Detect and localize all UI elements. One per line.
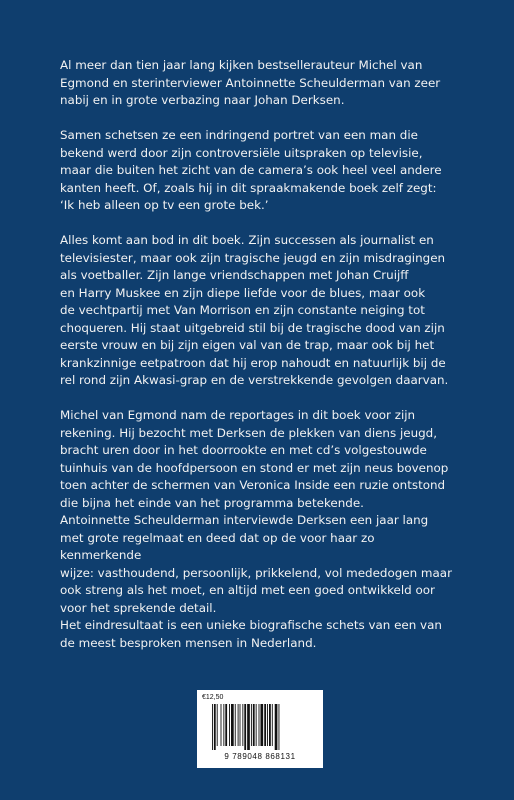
barcode-bar: [269, 704, 271, 746]
isbn-number: 9 789048 868131: [224, 752, 296, 761]
price-label: €12,50: [202, 694, 224, 701]
barcode-bar: [259, 704, 260, 746]
barcode-bar: [279, 704, 280, 750]
paragraph-topics: Alles komt aan bod in dit boek. Zijn successen als journalist en televisiester, maar ook zijn tragische jeugd en zijn misdragingen als voetballer. Zijn lange vriendschappen met Johan Cruijff en Harry Muskee en zijn diepe liefde voor de blues, maar ook de vechtpartij met Van Morrison en zijn constante neiging tot choqueren. Hij staat uitgebreid stil bij de tragische dood van zijn eerste vrouw en bij zijn eigen val van de trap, maar ook bij het krankzinnige eetpatroon dat hij erop nahoudt en natuurlijk bij de rel rond zijn Akwasi-grap en de verstrekkende gevolgen daarvan.: [60, 233, 449, 387]
barcode-bar: [253, 704, 255, 746]
barcode-bar: [275, 704, 278, 750]
barcode-bar: [244, 704, 246, 750]
paragraph-intro: Al meer dan tien jaar lang kijken bestsellerauteur Michel van Egmond en sterinterviewer Antoinnette Scheulderman van zeer nabij en in grote verbazing naar Johan Derksen.: [60, 58, 441, 107]
barcode-bar: [260, 704, 263, 746]
barcode-bar: [225, 704, 227, 746]
barcode-bar: [231, 704, 234, 746]
barcode-bar: [229, 704, 230, 746]
barcode-bar: [247, 704, 250, 750]
paragraph-result: Het eindresultaat is een unieke biografische schets van een van de meest besproken mensen in Nederland.: [60, 618, 442, 650]
barcode-bar: [212, 704, 213, 750]
barcode-box: [197, 690, 323, 768]
barcode-bar: [238, 704, 239, 746]
barcode-bar: [223, 704, 224, 746]
barcode-bar: [221, 704, 222, 746]
barcode-bar: [256, 704, 257, 746]
barcode-bar: [251, 704, 252, 746]
barcode-bar: [264, 704, 266, 746]
blurb-text: [60, 57, 458, 652]
paragraph-portrait: Samen schetsen ze een indringend portret van een man die bekend werd door zijn controversiële uitspraken op televisie, maar die buiten het zicht van de camera’s ook heel veel andere kanten heeft. Of, zoals hij in dit spraakmakende boek zelf zegt: ‘Ik heb alleen op tv een grote bek.’: [60, 128, 442, 212]
barcode-bar: [240, 704, 241, 746]
barcode-bar: [272, 704, 273, 746]
paragraph-reportages: Michel van Egmond nam de reportages in dit boek voor zijn rekening. Hij bezocht met Derksen de plekken van diens jeugd, bracht uren door in het doorrookte en met cd’s volgestouwde tuinhuis van de hoofdpersoon en stond er met zijn neus bovenop toen achter de schermen van Veronica Inside een ruzie ontstond die bijna het einde van het programma betekende.: [60, 408, 449, 510]
barcode-bar: [214, 704, 216, 750]
barcode-bars: [212, 704, 308, 750]
barcode-bar: [242, 704, 243, 746]
barcode-bar: [267, 704, 268, 746]
paragraph-interviews: Antoinnette Scheulderman interviewde Derksen een jaar lang met grote regelmaat en deed dat op de voor haar zo kenmerkende wijze: vasthoudend, persoonlijk, prikkelend, vol mededogen maar ook streng als het moet, en altijd met een goed ontwikkeld oor voor het sprekende detail.: [60, 513, 452, 615]
barcode-bar: [217, 704, 218, 746]
barcode-bar: [235, 704, 236, 746]
